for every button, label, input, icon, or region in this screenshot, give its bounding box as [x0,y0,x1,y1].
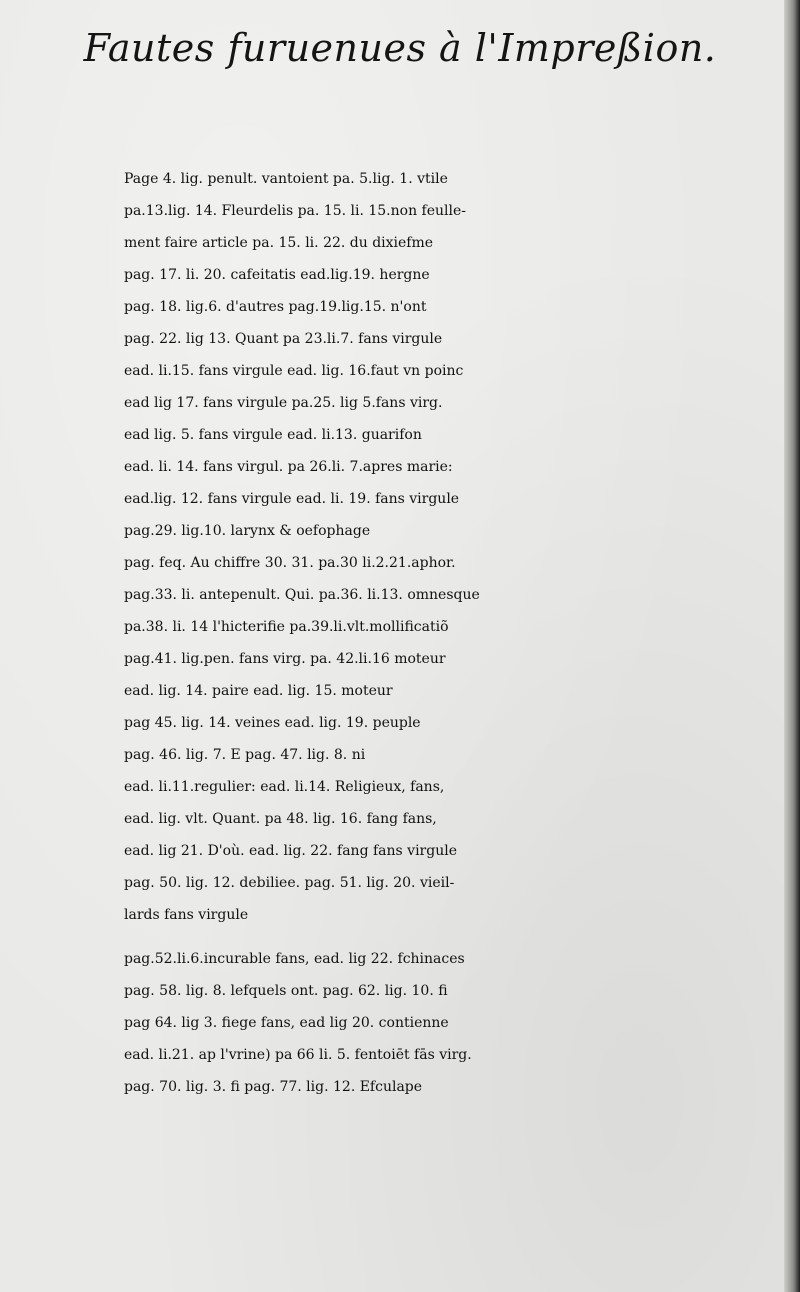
errata-line: pag. 22. lig 13. Quant pa 23.li.7. fans virgule [124,331,443,347]
errata-line: pag. 46. lig. 7. E pag. 47. lig. 8. ni [124,747,366,763]
errata-line: Page 4. lig. penult. vantoient pa. 5.lig. 1. vtile [124,171,448,187]
errata-line: pag.33. li. antepenult. Qui. pa.36. li.13. omnesque [124,587,480,603]
errata-line: pag.29. lig.10. larynx & oefophage [124,523,371,539]
errata-line: pa.38. li. 14 l'hicterifie pa.39.li.vlt.mollificatiõ [124,619,449,635]
errata-line: pa.13.lig. 14. Fleurdelis pa. 15. li. 15.non feulle- [124,203,466,219]
errata-line: ead. li.15. fans virgule ead. lig. 16.faut vn poinc [124,363,464,379]
paragraph-gap [124,931,796,943]
errata-line: pag. 18. lig.6. d'autres pag.19.lig.15. n'ont [124,299,427,315]
errata-line: lards fans virgule [124,907,249,923]
page-title: Fautes furuenues à l'Impreßion. [83,26,717,70]
errata-line: pag. 17. li. 20. cafeitatis ead.lig.19. hergne [124,267,430,283]
errata-line: ead lig 17. fans virgule pa.25. lig 5.fans virg. [124,395,443,411]
errata-list [124,163,796,1103]
errata-line: pag.41. lig.pen. fans virg. pa. 42.li.16 moteur [124,651,446,667]
errata-line: pag. 58. lig. 8. lefquels ont. pag. 62. lig. 10. fi [124,983,448,999]
errata-line: pag. 70. lig. 3. fi pag. 77. lig. 12. Efculape [124,1079,423,1095]
errata-line: pag. 50. lig. 12. debiliee. pag. 51. lig. 20. vieil- [124,875,455,891]
errata-line: ment faire article pa. 15. li. 22. du dixiefme [124,235,434,251]
errata-line: pag.52.li.6.incurable fans, ead. lig 22. fchinaces [124,951,465,967]
errata-line: ead. li.21. ap l'vrine) pa 66 li. 5. fentoiēt fās virg. [124,1047,472,1063]
errata-line: ead. lig. vlt. Quant. pa 48. lig. 16. fang fans, [124,811,437,827]
errata-line: ead. li. 14. fans virgul. pa 26.li. 7.apres marie: [124,459,453,475]
errata-line: pag 45. lig. 14. veines ead. lig. 19. peuple [124,715,421,731]
errata-line: ead. lig. 14. paire ead. lig. 15. moteur [124,683,393,699]
errata-line: ead. li.11.regulier: ead. li.14. Religieux, fans, [124,779,445,795]
errata-line: ead lig. 5. fans virgule ead. li.13. guarifon [124,427,422,443]
errata-line: ead. lig 21. D'où. ead. lig. 22. fang fans virgule [124,843,457,859]
errata-line: pag. feq. Au chiffre 30. 31. pa.30 li.2.21.aphor. [124,555,456,571]
errata-line: ead.lig. 12. fans virgule ead. li. 19. fans virgule [124,491,460,507]
errata-line: pag 64. lig 3. fiege fans, ead lig 20. contienne [124,1015,449,1031]
